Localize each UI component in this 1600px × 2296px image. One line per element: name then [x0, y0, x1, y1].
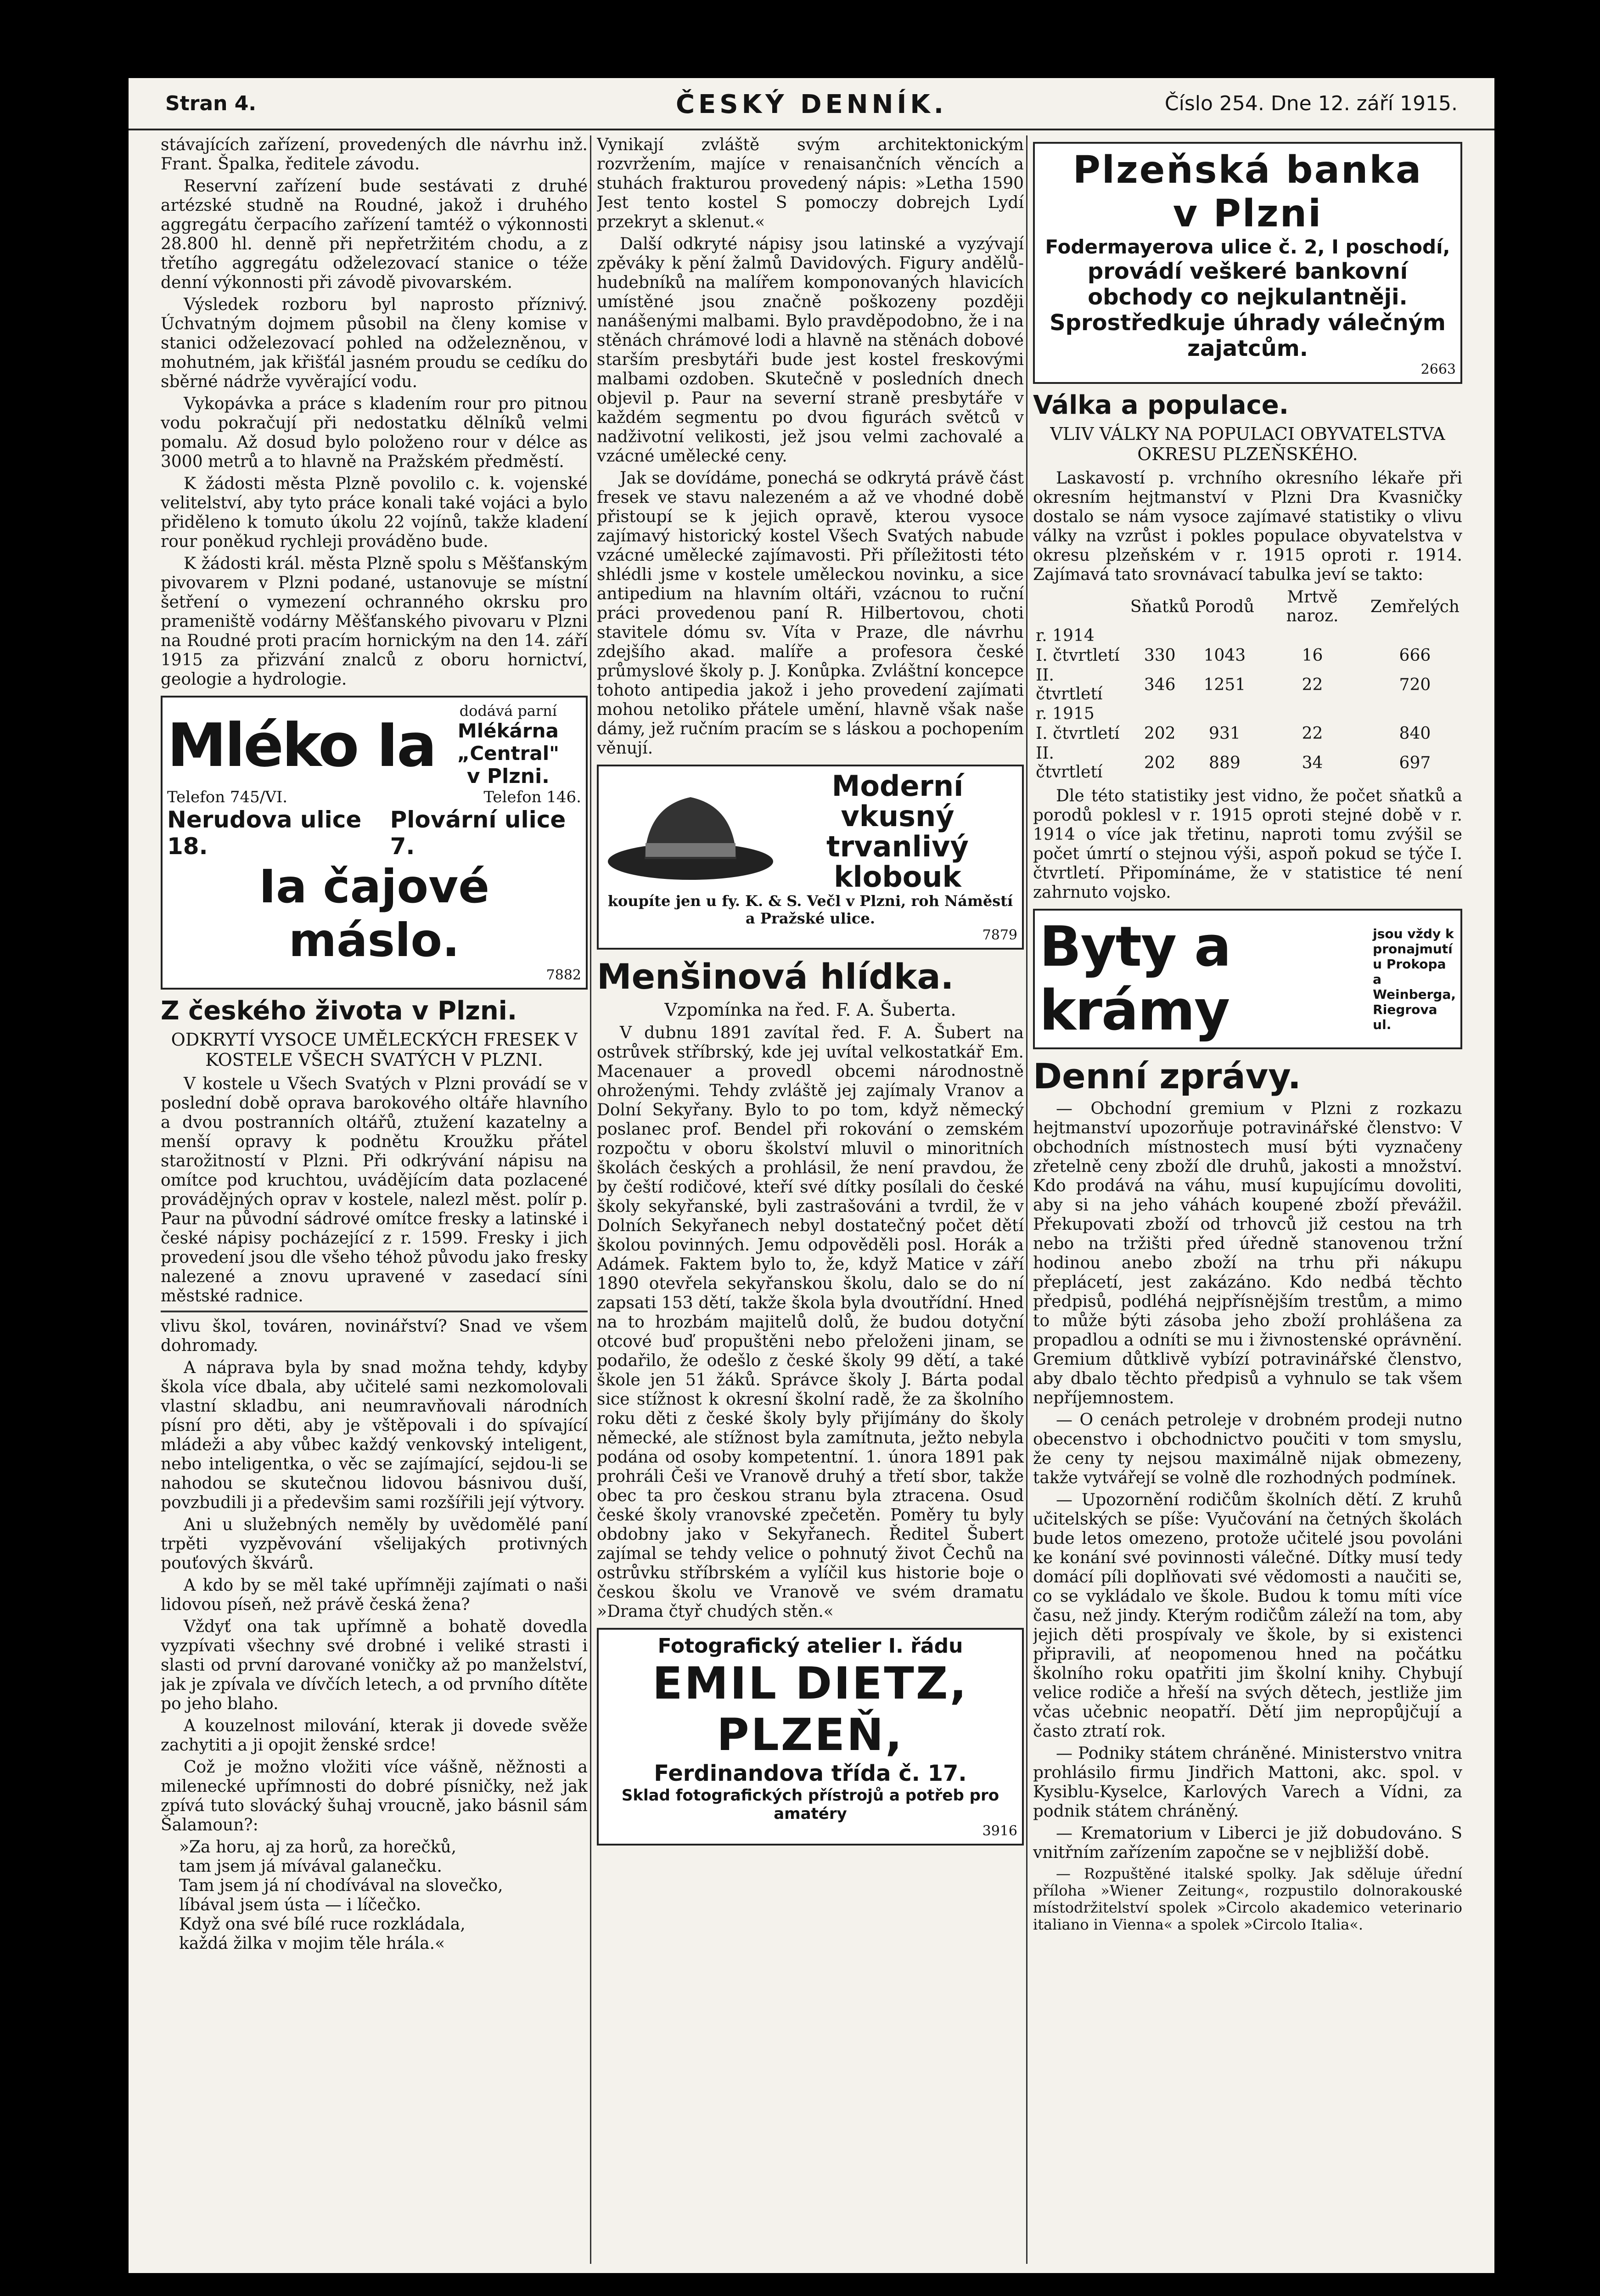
rent-details: jsou vždy k pronajmutí u Prokopa a Weinberga, Riegrova ul.: [1373, 926, 1456, 1032]
paragraph: V dubnu 1891 zavítal řed. F. A. Šubert na ostrůvek stříbrský, kde jej uvítal velkostatkář Em. Macenauer a provedl obcemi národnostně ohroženými. Tehdy zvláště jej zajímaly Vranov a Dolní Sekyřany. Bylo to po tom, když německý poslanec prof. Bendel při rokování o zemském rozpočtu v oboru školství mluvil o minoritních školách českých a prohlásil, že není pravdou, že by čeští rodičové, kteří své dítky posílali do české školy sekyřanské, byli zastrašováni a tvrdil, že v Dolních Sekyřanech nebyl dostatečný počet dětí školou povinných. Jemu odpověděli posl. Horák a Adámek. Faktem bylo to, že, když Matice v září 1890 otevřela sekyřanskou školu, dalo se do ní zapsati 153 dětí, takže škola byla dvoutřídní. Hned na to hrozbám majitelů dolů, že budou dotyční otcové buď propuštěni nebo přeloženi jinam, se podařilo, že odešlo z české školy 99 dětí, a také škole jen 51 žáků. Správce školy J. Bárta podal sice stížnost k okresní školní radě, že za školního roku děti z české školy byly přijímány do školy německé, ale stížnost byla zamítnuta, ježto nebyla podána od osoby kompetentní. 1. února 1891 pak prohráli Češi ve Vranově druhý a třetí sbor, takže obec ta pro českou stranu byla ztracena. Osud české školy vranovské zpečetěn. Poměry tu byly obdobny jako v Sekyřanech. Ředitel Šubert zajímal se tehdy velice o pohnutý život Čechů na ostrůvku stříbrském a vylíčil kus historie boje o českou školu ve Vranově ve svém dramatu »Drama čtyř chudých stěn.«: [597, 1024, 1024, 1621]
paragraph: Což je možno vložiti více vášně, něžnosti a milenecké upřímnosti do dobré písničky, než jak zpívá tuto slovácký šuhaj vroucně, jako básnil sám Šalamoun?:: [161, 1758, 588, 1835]
paragraph: stávajících zařízení, provedených dle návrhu inž. Frant. Špalka, ředitele závodu.: [161, 135, 588, 174]
table-cell: 720: [1399, 675, 1431, 694]
street-left: Nerudova ulice 18.: [167, 806, 362, 860]
poem-line: tam jsem já mívával galanečku.: [179, 1857, 442, 1876]
column-rule: [590, 135, 591, 2264]
studio-note: Sklad fotografických přístrojů a potřeb pro amatéry: [621, 1786, 999, 1823]
ad-number: 7879: [982, 927, 1017, 943]
paragraph: Laskavostí p. vrchního okresního lékaře při okresním hejtmanství v Plzni Dra Kvasničky dostalo se nám vysoce zajímavé statistiky o vlivu války na vzrůst i pokles populace obyvatelstva v okresu plzeňském v r. 1915 oproti r. 1914. Zajímavá tato srovnávací tabulka jeví se takto:: [1033, 469, 1462, 584]
table-row: [1033, 665, 1462, 704]
paragraph: Vynikají zvláště svým architektonickým rozvržením, majíce v renaisančních věncích a stuhách frakturou provedený nápis: »Letha 1590 Jest tento kostel S pomoczy dobrejch Lydí przekryt a sklenut.«: [597, 135, 1024, 231]
table-cell: I. čtvrtletí: [1036, 646, 1120, 665]
table-cell: 22: [1302, 675, 1323, 694]
table-cell: 202: [1144, 753, 1176, 772]
article-subtitle: ODKRYTÍ VYSOCE UMĚLECKÝCH FRESEK V KOSTELE VŠECH SVATÝCH V PLZNI.: [171, 1030, 578, 1070]
paragraph: Jak se dovídáme, ponechá se odkrytá právě část fresek ve stavu nalezeném a až ve vhodné době přistoupí se k jejich opravě, kterou vysoce zajímavý historický kostel Všech Svatých nabude vzácné umělecké zajímavosti. Při příležitosti této shlédli jsme v kostele uměleckou novinku, a sice antipedium na hlavním oltáři, vzácnou to ruční práci provedenou paní R. Hilbertovou, choti stavitele dómu sv. Víta v Praze, dle návrhu zdejšího akad. malíře a profesora české průmyslové školy p. J. Konůpka. Zvláštní koncepce tohoto antipedia jakož i jeho provedení zajímati mohou netoliko přátele umění, hlavně však naše dámy, jež ručním pracím se s láskou a pochopením věnují.: [597, 469, 1024, 758]
paragraph: K žádosti král. města Plzně spolu s Měšťanským pivovarem v Plzni podané, ustanovuje se místní šetření o vymezení ochranného okrsku pro prameniště vodárny Měšťanského pivovaru v Plzni na Roudné proti pracím hornickým na den 14. září 1915 za přizvání znalců z oboru hornictví, geologie a hydrologie.: [161, 554, 588, 689]
paragraph: vlivu škol, továren, novinářství? Snad ve všem dohromady.: [161, 1317, 588, 1355]
butter-headline: Ia čajové máslo.: [258, 860, 490, 967]
section-subtitle: Vzpomínka na řed. F. A. Šuberta.: [664, 1000, 956, 1020]
table-cell: 16: [1302, 646, 1323, 665]
table-year: r. 1914: [1036, 626, 1095, 645]
table-cell: I. čtvrtletí: [1036, 724, 1120, 743]
paragraph: Reservní zařízení bude sestávati z druhé artézské studně na Roudné, jakož i druhého aggregátu čerpacího zařízení tamtéž o výkonnosti 28.800 hl. denně při nepřetržitém chodu, a z třetího aggregátu odželezovací stanice o téže denní výkonnosti při závodě pivovarském.: [161, 177, 588, 292]
bank-name: Plzeňská banka: [1072, 148, 1423, 192]
paragraph: A náprava byla by snad možna tehdy, kdyby škola více dbala, aby učitelé sami nezkomolovali vlastní skladbu, ani neumravňovali národních písní pro děti, aby je vštěpovali i do spívající mládeži a aby vůbec každý venkovský inteligent, nebo inteligentka, o věc se zajímající, sejdou-li se nahodou se skutečnou lidovou básnivou duší, povzbudili ji a předevšim sami rozšířili její výtvory.: [161, 1358, 588, 1512]
paragraph: Ani u služebných neměly by uvědomělé paní trpěti vyzpěvování všelijakých protivných pouťových škvárů.: [161, 1515, 588, 1573]
table-cell: 666: [1399, 646, 1431, 665]
divider: [161, 1311, 588, 1312]
poem-line: každá žilka v mojim těle hrála.«: [179, 1934, 445, 1953]
street-right: Plovární ulice 7.: [390, 806, 566, 860]
bank-address: Fodermayerova ulice č. 2, I poschodí,: [1045, 236, 1450, 258]
paragraph: A kdo by se měl také upřímněji zajímati o naši lidovou píseň, než právě česká žena?: [161, 1576, 588, 1614]
column-rule: [1026, 135, 1027, 2264]
supplier-city: v Plzni.: [466, 765, 550, 788]
news-item: — Obchodní gremium v Plzni z rozkazu hejtmanství upozorňuje potravinářské členstvo: V obchodních místnostech musí býti vyznačeny zřetelně ceny zboží dle druhů, jakosti a množství. Kdo prodává na váhu, musí kupujícímu dovoliti, aby si na jeho váhách koupené zboží převážil. Překupovati zboží od trhovců již cestou na trh nebo na tržišti před úředně stanovenou tržní hodinou anebo zboží na trhu při nákupu přeplácetí, jest zakázáno. Kdo nedbá těchto předpisů, podléhá nejpřísnějším trestům, a mimo to může býti zásoba jeho zboží prohlášena za propadlou a odníti se mu i živnostenské oprávnění. Gremium důtklivě vybízí potravinářské členstvo, aby dbalo těchto předpisů a vyhnulo se tak všem nepříjemnostem.: [1033, 1099, 1462, 1407]
poem-line: »Za horu, aj za horů, za horečků,: [179, 1838, 457, 1857]
news-item: — Rozpuštěné italské spolky. Jak sděluje úřední příloha »Wiener Zeitung«, rozpustilo dolnorakouské místodržitelství spolek »Circolo akademico veterinario italiano in Vienna« a spolek »Circolo Italia«.: [1033, 1865, 1462, 1933]
table-cell: 1251: [1203, 675, 1246, 694]
table-cell: II. čtvrtletí: [1036, 666, 1103, 703]
bank-pow-services: Sprostředkuje úhrady válečným zajatcům.: [1050, 310, 1446, 361]
paragraph: K žádosti města Plzně povolilo c. k. vojenské velitelství, aby tyto práce konali také vojáci a bylo přiděleno k tomuto úkolu 22 vojínů, takže kladení rour poněkud rychleji prováděno bude.: [161, 474, 588, 551]
bank-advertisement: [1033, 142, 1462, 384]
telephone-left: Telefon 745/VI.: [167, 788, 288, 806]
table-cell: 330: [1144, 646, 1176, 665]
section-title: Menšinová hlídka.: [597, 956, 954, 997]
table-cell: 202: [1144, 724, 1176, 743]
table-cell: 931: [1209, 724, 1241, 743]
table-row: [1033, 743, 1462, 782]
supplier-top: dodává parní: [459, 702, 557, 720]
studio-name: EMIL DIETZ, PLZEŇ,: [652, 1658, 968, 1761]
table-cell: 889: [1209, 753, 1241, 772]
paragraph: Další odkryté nápisy jsou latinské a vyzývají zpěváky k pění žalmů Davidových. Figury andělů-hudebníků na malířem komponovaných hlavicích umístěné jsou značně poškozeny později nanášenými malbami. Bylo pravděpodobno, že i na stěnách chrámové lodi a hlavně na stěnách dobové starším presbytáři bude jest kostel freskovými malbami ozdoben. Skutečně v posledních dnech objevil p. Paur na severní straně presbytáře v každém segmentu po dvou figurách světců v nadživotní velikosti, jež jsou velmi zachovalé a vzácné umělecké ceny.: [597, 235, 1024, 466]
table-header: Porodů: [1195, 597, 1255, 616]
rent-headline: Byty a krámy: [1039, 915, 1231, 1043]
masthead: ČESKÝ DENNÍK.: [675, 90, 948, 119]
hat-shop-line: koupíte jen u fy. K. & S. Večl v Plzni, roh Náměstí a Pražské ulice.: [607, 892, 1013, 927]
studio-address: Ferdinandova třída č. 17.: [654, 1761, 967, 1786]
news-item: — Podniky státem chráněné. Ministerstvo vnitra prohlásilo firmu Jindřich Mattoni, akc. spol. v Kysiblu-Kyselce, Karlových Varech a Vídni, za podnik státem chráněný.: [1033, 1744, 1462, 1821]
poem-line: líbával jsem ústa — i líčečko.: [179, 1896, 421, 1914]
table-cell: 346: [1144, 675, 1176, 694]
paragraph: Vykopávka a práce s kladením rour pro pitnou vodu pokračují při nedostatku dělníků velmi pomalu. Až dosud bylo položeno rour v délce as 3000 metrů a to hlavně na Pražském předměstí.: [161, 394, 588, 471]
supplier-name: Mlékárna „Central": [457, 720, 559, 765]
paragraph: Výsledek rozboru byl naprosto příznivý. Úchvatným dojmem působil na členy komise v stanici odželezovací pohled na odželezněnou, v mohutném, jak křišťál jasném proudu se cedíku do sběrné nádrže vyvěrající vodu.: [161, 295, 588, 391]
table-cell: II. čtvrtletí: [1036, 744, 1103, 782]
poem-line: Tam jsem já ní chodívával na slovečko,: [179, 1876, 503, 1895]
column-3: [1033, 135, 1462, 2264]
table-cell: 840: [1399, 724, 1431, 743]
table-cell: 22: [1302, 724, 1323, 743]
telephone-right: Telefon 146.: [483, 788, 581, 806]
poem-line: Když ona své bílé ruce rozkládala,: [179, 1915, 466, 1934]
article-title: Z českého života v Plzni.: [161, 996, 517, 1026]
table-header: Zemřelých: [1370, 597, 1460, 616]
page-number: Stran 4.: [165, 92, 257, 115]
issue-date: Číslo 254. Dne 12. září 1915.: [1164, 92, 1458, 115]
column-2: [597, 135, 1024, 2264]
paragraph: Dle této statistiky jest vidno, že počet sňatků a porodů poklesl v r. 1915 oproti stejné době v r. 1914 o více jak třetinu, naproti tomu zvýšil se počet úmrtí o stejnou výši, aspoň pokud se týče I. čtvrtletí. Připomínáme, že v statistice té není zahrnuto vojsko.: [1033, 787, 1462, 902]
table-year: r. 1915: [1036, 704, 1095, 723]
war-title: Válka a populace.: [1033, 390, 1289, 420]
photo-studio-advertisement: [597, 1628, 1024, 1846]
paragraph: A kouzelnost milování, kterak ji dovede svěže zachytiti a ji opojit ženské srdce!: [161, 1716, 588, 1755]
table-cell: 34: [1302, 753, 1323, 772]
table-header: Sňatků: [1130, 597, 1190, 616]
bank-services: provádí veškeré bankovní obchody co nejkulantněji.: [1087, 259, 1408, 310]
column-1: [161, 135, 588, 2264]
hat-icon: [603, 779, 778, 884]
paragraph: Vždyť ona tak upřímně a bohatě dovedla vyzpívati všechny své drobné i veliké strasti i slasti od první darované voničky až po manželství, jak je zpívala ve dívčích letech, a od prvního dítěte po jeho blaho.: [161, 1617, 588, 1713]
population-table: [1033, 587, 1462, 782]
page-header: [129, 78, 1494, 130]
rent-advertisement: [1033, 909, 1462, 1049]
news-item: — O cenách petroleje v drobném prodeji nutno obecenstvo i obchodnictvo poučiti v tom smyslu, že ceny ty nejsou maximálně nijak obmezeny, takže vytvářejí se volně dle rozhodných podmínek.: [1033, 1411, 1462, 1487]
ad-number: 7882: [546, 967, 581, 983]
table-row: [1033, 646, 1462, 665]
table-cell: 1043: [1203, 646, 1246, 665]
ad-number: 2663: [1420, 361, 1456, 377]
bank-city: v Plzni: [1173, 192, 1323, 236]
newspaper-page: [129, 78, 1494, 2273]
table-row: [1033, 724, 1462, 743]
news-item: — Upozornění rodičům školních dětí. Z kruhů učitelských se píše: Vyučování na četných školách bude letos omezeno, protože učitelé jsou povoláni ke konání své povinnosti válečné. Dítky musí tedy domácí píli doplňovati své vědomosti a naučiti se, co se vykládalo ve škole. Budou k tomu míti více času, než jindy. Kterým rodičům záleží na tom, aby jejich děti prospívaly ve škole, by si existenci připravili, ať neopomenou hned na počátku školního roku opatřiti jim školní knihy. Chybují velice rodiče a hřeší na svých dětech, jestliže jim včas učebnic neopatří. Dětí jim nepropůjčují a často ztratí rok.: [1033, 1491, 1462, 1741]
hat-slogan: Moderní vkusný trvanlivý klobouk: [826, 769, 969, 894]
milk-headline: Mléko Ia: [167, 710, 435, 780]
studio-tagline: Fotografický atelier I. řádu: [657, 1634, 963, 1658]
table-header: Mrtvě naroz.: [1286, 588, 1339, 625]
hat-advertisement: [597, 765, 1024, 950]
ad-number: 3916: [982, 1823, 1017, 1839]
poem: [179, 1838, 588, 1953]
paragraph: V kostele u Všech Svatých v Plzni provádí se v poslední době oprava barokového oltáře hlavního a dvou postranních oltářů, ztužení kazatelny a menší opravy k podnětu Kroužku přátel starožitností v Plzni. Při odkrývání nápisu na omítce pod kruchtou, uvádějícím data pozlacené provádějných oprav v kostele, nalezl měst. polír p. Paur na původní sádrové omítce fresky a latinské i české nápisy pocházející z r. 1599. Fresky i jich provedení jsou dle všeho téhož původu jako fresky nalezené a znovu upravené v zasedací síni městské radnice.: [161, 1075, 588, 1306]
milk-advertisement: [161, 696, 588, 990]
table-cell: 697: [1399, 753, 1431, 772]
news-item: — Krematorium v Liberci je již dobudováno. S vnitřním zařízením započne se v nejbližší době.: [1033, 1824, 1462, 1862]
war-subtitle: VLIV VÁLKY NA POPULACI OBYVATELSTVA OKRESU PLZEŇSKÉHO.: [1050, 424, 1445, 464]
news-title: Denní zprávy.: [1033, 1056, 1301, 1097]
